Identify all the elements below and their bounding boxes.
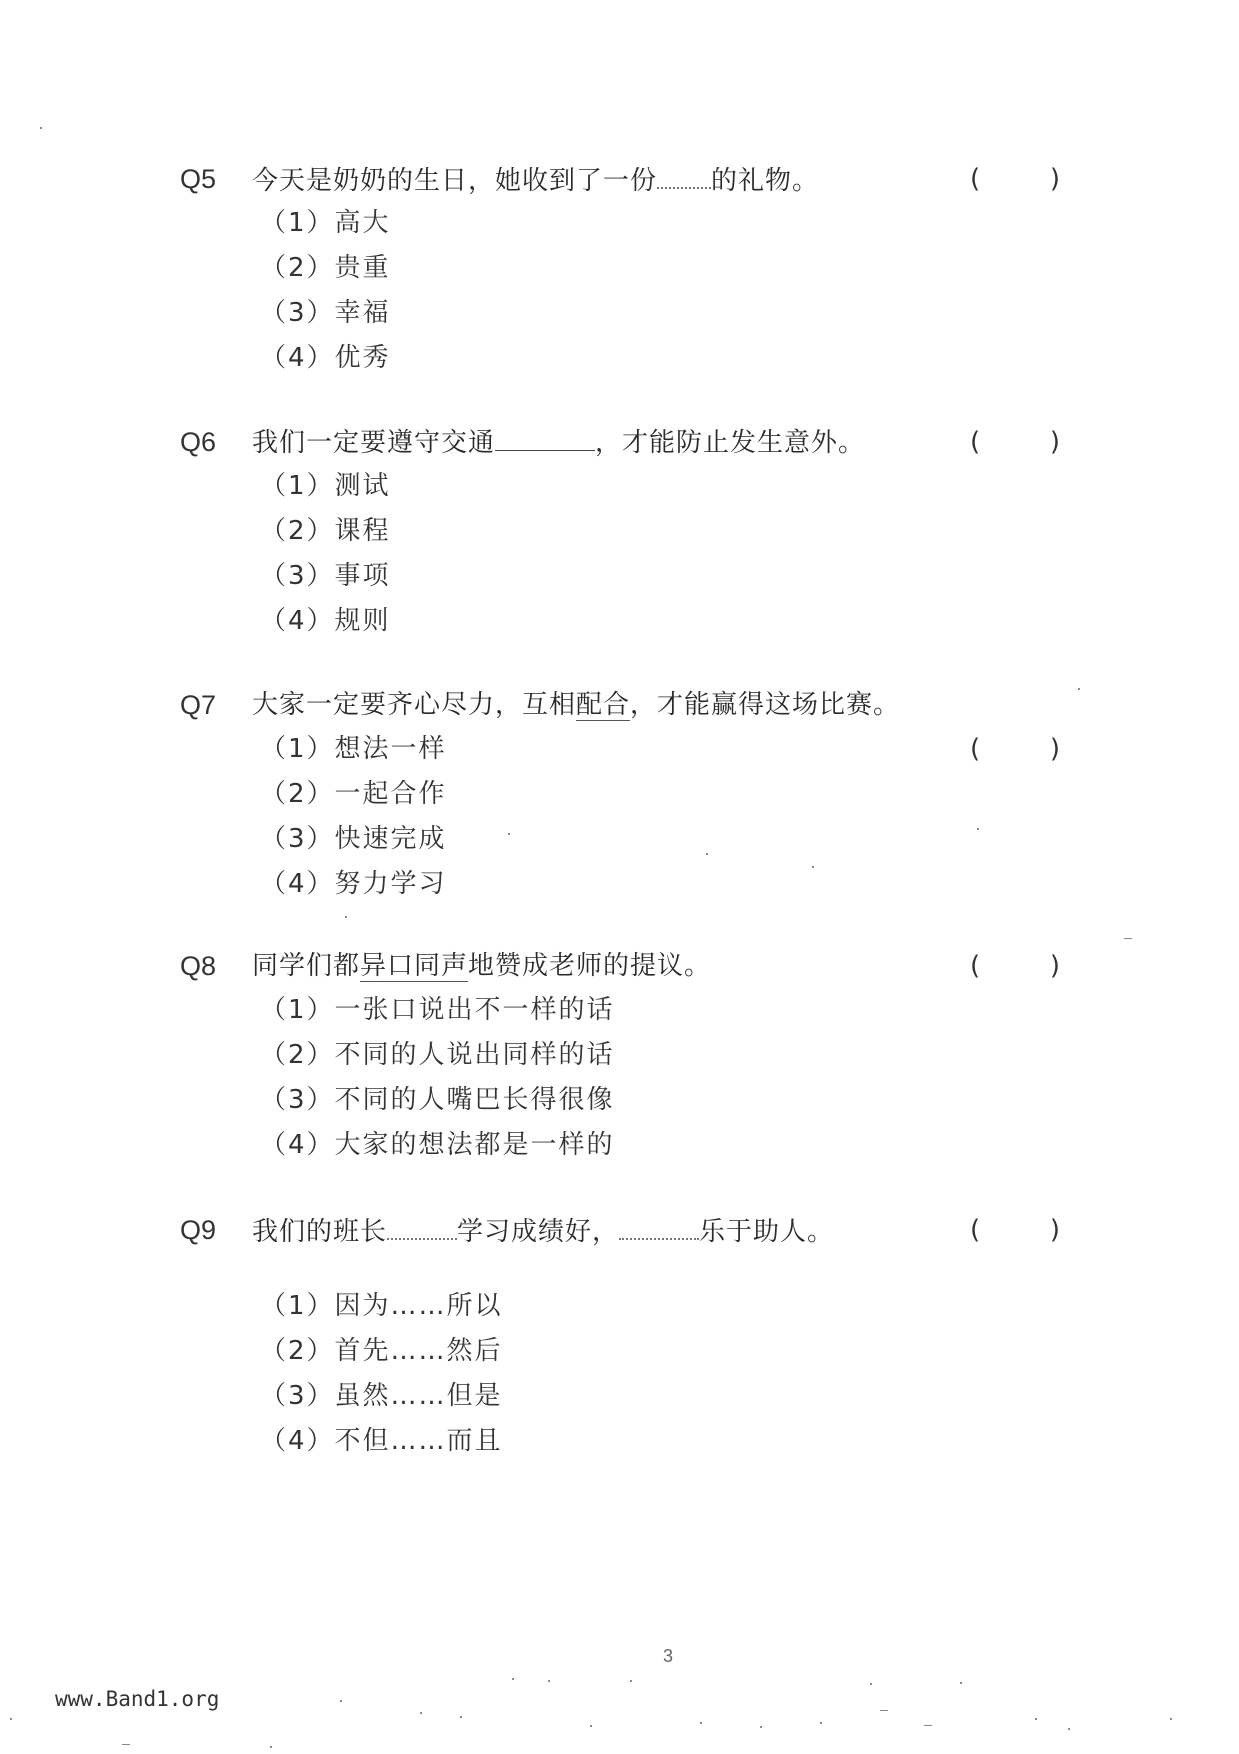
option-3[interactable]: （3）快速完成 [260,824,447,854]
scan-speck [924,1725,932,1726]
question-q8 [180,946,1060,1160]
scan-speck [1035,1718,1037,1720]
question-number: Q7 [180,690,217,720]
question-q6 [180,422,1060,636]
scan-speck [345,916,347,918]
scan-speck [870,1683,872,1685]
scan-speck [960,1682,962,1684]
footer-site-url[interactable]: www.Band1.org [55,1687,220,1711]
scan-speck [340,1700,342,1702]
scan-speck [122,1744,130,1745]
page-number: 3 [663,1646,674,1666]
option-1[interactable]: （1）一张口说出不一样的话 [260,995,615,1025]
scan-speck [812,866,814,868]
question-q9 [180,1210,1060,1456]
option-3[interactable]: （3）虽然……但是 [260,1381,503,1411]
option-1[interactable]: （1）测试 [260,471,391,501]
scan-speck [548,1680,550,1682]
underlined-term: 异口同声 [360,951,469,981]
answer-box[interactable]: ( ) [970,164,1060,194]
option-list [260,464,860,644]
answer-box[interactable]: ( ) [970,427,1060,457]
option-list [260,201,860,381]
option-2[interactable]: （2）一起合作 [260,779,447,809]
scan-speck [706,853,708,855]
question-q7 [180,685,1060,899]
option-2[interactable]: （2）不同的人说出同样的话 [260,1040,615,1070]
option-1[interactable]: （1）想法一样 [260,734,447,764]
question-stem [180,422,1060,462]
scan-speck [820,1722,822,1724]
option-1[interactable]: （1）因为……所以 [260,1291,503,1321]
option-4[interactable]: （4）优秀 [260,343,391,373]
scan-speck [630,1680,632,1682]
option-2[interactable]: （2）首先……然后 [260,1336,503,1366]
underlined-term: 配合 [576,690,631,720]
question-text: 我们一定要遵守交通 ，才能防止发生意外。 [252,422,865,463]
scan-speck [977,828,979,830]
scan-speck [420,1712,422,1714]
option-3[interactable]: （3）幸福 [260,298,391,328]
answer-blank[interactable] [657,159,711,189]
answer-box[interactable]: ( ) [970,951,1060,981]
answer-blank-1[interactable] [387,1210,457,1240]
option-3[interactable]: （3）不同的人嘴巴长得很像 [260,1085,615,1115]
scan-speck [1068,1728,1070,1730]
option-4[interactable]: （4）不但……而且 [260,1426,503,1456]
scan-speck [460,1716,462,1718]
scan-speck [508,833,510,835]
question-stem [180,946,1060,986]
scan-speck [1078,688,1080,690]
option-list [260,1284,860,1464]
option-list [260,727,860,907]
answer-blank[interactable] [495,422,595,451]
question-number: Q8 [180,951,217,981]
answer-box[interactable]: ( ) [970,1215,1060,1245]
answer-blank-2[interactable] [619,1210,699,1240]
question-text: 今天是奶奶的生日，她收到了一份 的礼物。 [252,159,819,201]
question-number: Q5 [180,164,217,194]
option-2[interactable]: （2）贵重 [260,253,391,283]
scan-speck [512,1678,514,1680]
scan-speck [40,127,42,129]
answer-box[interactable]: ( ) [970,734,1060,764]
question-q5 [180,159,1060,373]
option-4[interactable]: （4）大家的想法都是一样的 [260,1130,615,1160]
scan-speck [700,1722,702,1724]
question-text: 大家一定要齐心尽力，互相配合，才能赢得这场比赛。 [252,690,901,720]
question-stem [180,685,1060,725]
scan-speck [10,1718,12,1720]
option-4[interactable]: （4）规则 [260,606,391,636]
option-1[interactable]: （1）高大 [260,208,391,238]
question-text: 我们的班长 学习成绩好， 乐于助人。 [252,1210,834,1252]
option-3[interactable]: （3）事项 [260,561,391,591]
question-number: Q9 [180,1215,217,1245]
option-2[interactable]: （2）课程 [260,516,391,546]
question-number: Q6 [180,427,217,457]
question-text: 同学们都异口同声地赞成老师的提议。 [252,951,712,981]
scan-speck [1124,938,1132,939]
scan-speck [760,1726,762,1728]
scan-speck [880,1710,888,1711]
question-stem [180,1210,1060,1250]
scan-speck [270,1746,272,1748]
scan-speck [1170,1718,1172,1720]
option-4[interactable]: （4）努力学习 [260,869,447,899]
question-stem [180,159,1060,199]
option-list [260,988,860,1168]
scan-speck [590,1725,592,1727]
